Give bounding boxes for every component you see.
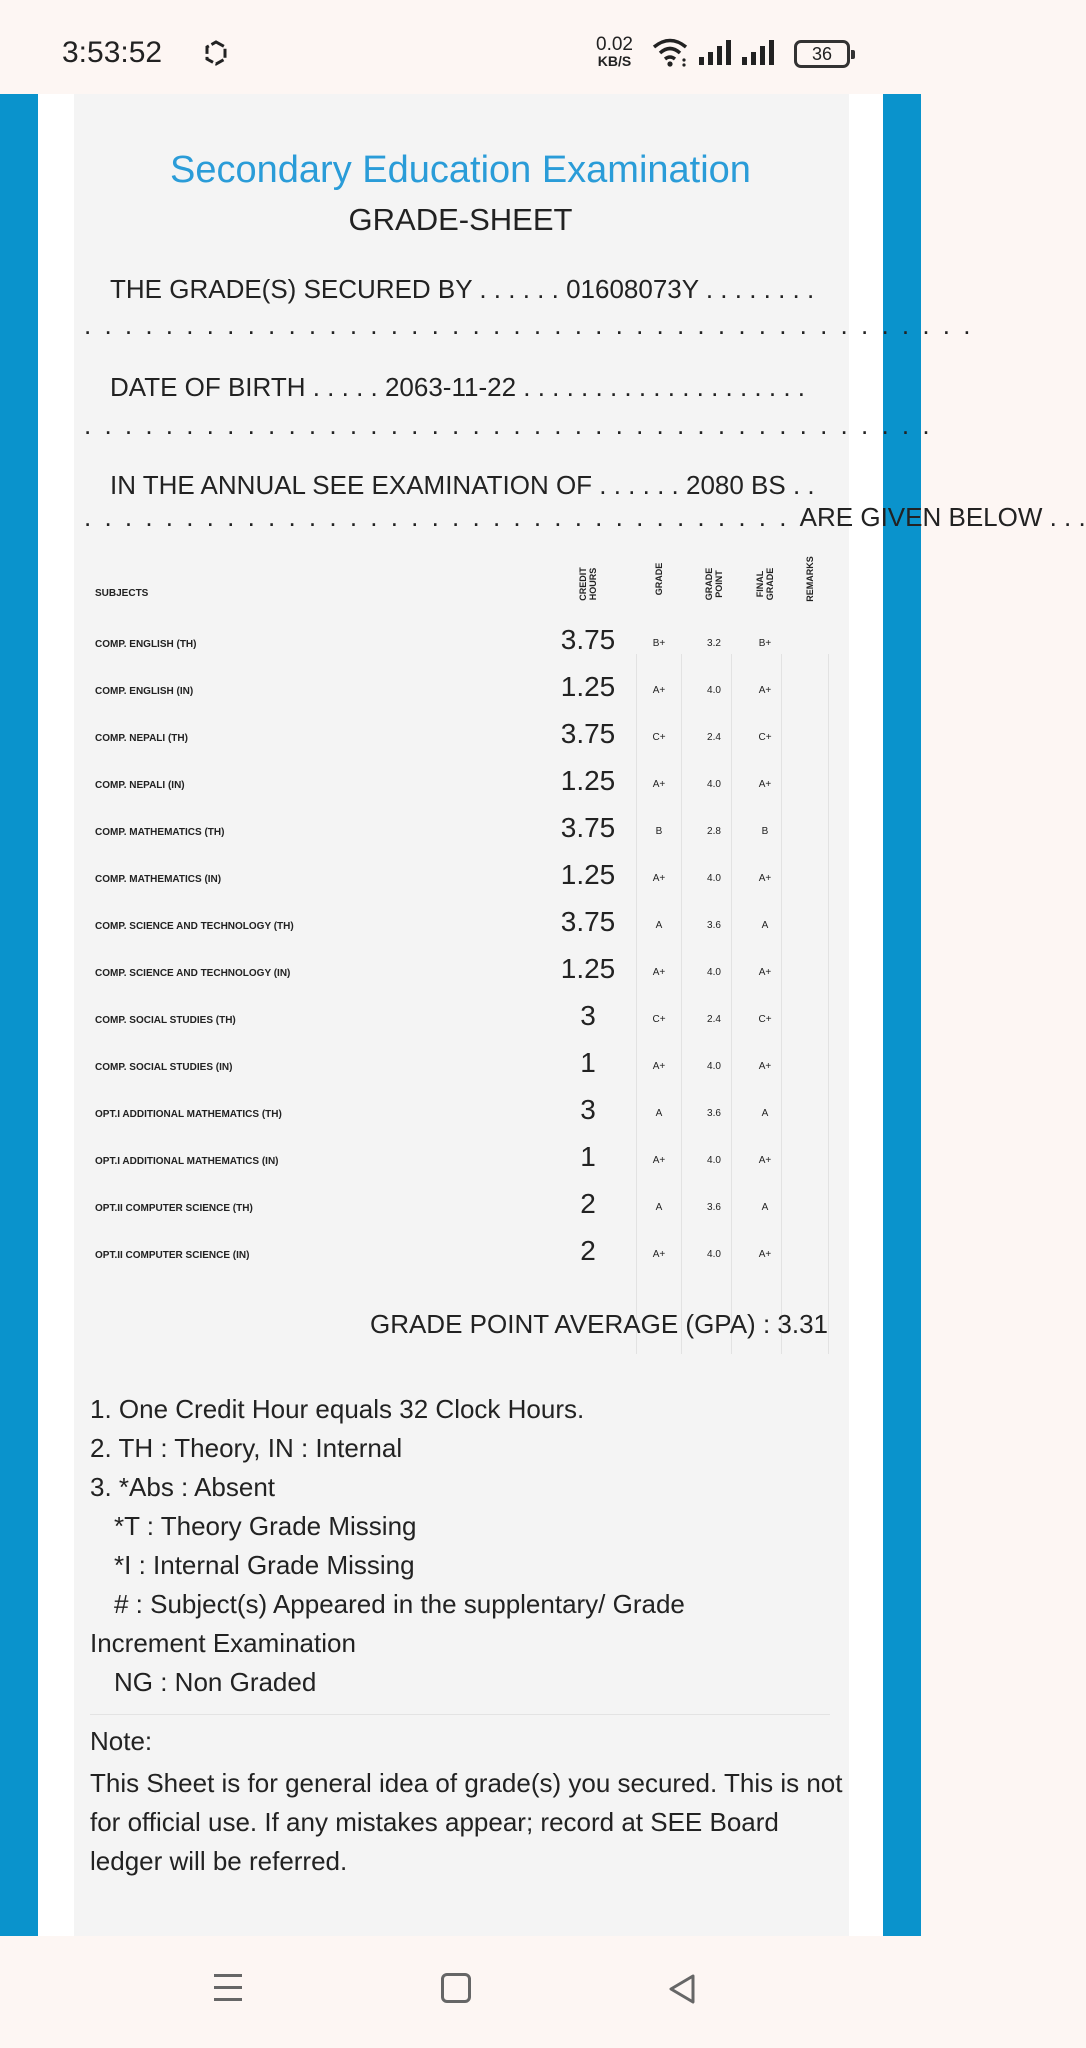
grade: B+ xyxy=(652,638,666,649)
grade: A+ xyxy=(652,685,666,696)
frame-right-bar xyxy=(883,94,921,1936)
subject-name: COMP. ENGLISH (IN) xyxy=(95,686,194,697)
credit-hours: 2 xyxy=(580,1188,596,1219)
table-row xyxy=(38,812,883,859)
dot-leader: . . . . . . . . xyxy=(698,274,815,304)
final-grade: C+ xyxy=(758,732,772,743)
subject-name: COMP. MATHEMATICS (TH) xyxy=(95,827,225,838)
table-row xyxy=(38,1047,883,1094)
clock: 3:53:52 xyxy=(62,36,163,69)
credit-hours: 2 xyxy=(580,1235,596,1266)
credit-hours: 3 xyxy=(580,1094,596,1125)
credit-hours: 3 xyxy=(580,1000,596,1031)
grade-point: 4.0 xyxy=(707,1155,721,1166)
dob-label: DATE OF BIRTH xyxy=(110,372,306,402)
table-row xyxy=(38,1235,883,1282)
signal-icon xyxy=(697,40,737,66)
gpa-summary: GRADE POINT AVERAGE (GPA) : 3.31 xyxy=(369,1309,828,1339)
header-remarks: REMARKS xyxy=(805,556,815,602)
grade-point: 3.6 xyxy=(707,1202,721,1213)
final-grade: A+ xyxy=(758,873,772,884)
legend-item: 1. One Credit Hour equals 32 Clock Hours. xyxy=(90,1394,585,1424)
credit-hours: 1 xyxy=(580,1047,596,1078)
credit-hours: 1.25 xyxy=(560,671,616,702)
final-grade: A xyxy=(761,1202,769,1213)
note-text: This Sheet is for general idea of grade(s) you secured. This is not for official use. If any mistakes appear; record at SEE Board ledger will be referred. xyxy=(90,1768,843,1876)
dot-leader: . . . . . . . . . . . . . . . . . . . . . . . . . . . . . . . . . . . . . . . . . . . . xyxy=(84,310,974,340)
legend-item: Increment Examination xyxy=(90,1628,356,1658)
grade: B xyxy=(655,826,663,837)
credit-hours: 3.75 xyxy=(560,812,616,843)
dot-leader: . . . . . . . . . . . . . . . . . . . . . . . . . . . . . . . . . . . xyxy=(84,502,800,532)
subject-name: COMP. SOCIAL STUDIES (IN) xyxy=(95,1062,233,1073)
credit-hours: 1.25 xyxy=(560,953,616,984)
legend-item: NG : Non Graded xyxy=(114,1667,317,1697)
table-row xyxy=(38,953,883,1000)
final-grade: A xyxy=(761,920,769,931)
grade-point: 3.2 xyxy=(707,638,721,649)
legend-item: # : Subject(s) Appeared in the supplentary/ Grade xyxy=(114,1589,685,1619)
table-row xyxy=(38,718,883,765)
table-row xyxy=(38,1094,883,1141)
note-title: Note: xyxy=(90,1726,153,1756)
dot-leader: . . xyxy=(785,470,815,500)
grade-point: 4.0 xyxy=(707,685,721,696)
subject-name: COMP. MATHEMATICS (IN) xyxy=(95,874,222,885)
date-of-birth: 2063-11-22 xyxy=(384,372,517,402)
header-subjects: SUBJECTS xyxy=(95,588,149,599)
battery-level: 36 xyxy=(811,44,833,64)
credit-hours: 3.75 xyxy=(560,718,616,749)
symbol-number: 01608073Y xyxy=(566,274,699,304)
grade: A xyxy=(655,920,663,931)
given-below: ARE GIVEN BELOW xyxy=(799,502,1043,532)
final-grade: A+ xyxy=(758,1249,772,1260)
grade-point: 2.8 xyxy=(707,826,721,837)
grade: A+ xyxy=(652,967,666,978)
exam-line xyxy=(110,470,815,501)
exam-year: 2080 BS xyxy=(685,470,786,500)
menu-icon[interactable] xyxy=(213,1970,243,2006)
grade: A+ xyxy=(652,873,666,884)
grade-point: 3.6 xyxy=(707,920,721,931)
subject-name: COMP. ENGLISH (TH) xyxy=(95,639,197,650)
table-row xyxy=(38,1141,883,1188)
grade-point: 2.4 xyxy=(707,732,721,743)
grade: A+ xyxy=(652,1249,666,1260)
grade: A+ xyxy=(652,1061,666,1072)
final-grade: A xyxy=(761,1108,769,1119)
subject-name: COMP. NEPALI (IN) xyxy=(95,780,185,791)
back-icon[interactable] xyxy=(665,1972,699,2006)
given-below-line xyxy=(84,502,1086,533)
legend-item: *I : Internal Grade Missing xyxy=(114,1550,415,1580)
subject-name: COMP. SCIENCE AND TECHNOLOGY (TH) xyxy=(95,921,294,932)
sync-icon xyxy=(200,37,232,69)
battery-icon xyxy=(794,40,850,68)
final-grade: B xyxy=(761,826,769,837)
final-grade: B+ xyxy=(758,638,772,649)
final-grade: C+ xyxy=(758,1014,772,1025)
navigation-bar xyxy=(0,1936,921,2048)
final-grade: A+ xyxy=(758,1061,772,1072)
credit-hours: 3.75 xyxy=(560,906,616,937)
dot-leader: . . . . . . xyxy=(472,274,567,304)
table-row xyxy=(38,1000,883,1047)
dob-line xyxy=(110,372,805,403)
final-grade: A+ xyxy=(758,967,772,978)
header-final-grade: FINAL GRADE xyxy=(755,567,775,601)
grade-point: 4.0 xyxy=(707,1061,721,1072)
credit-hours: 1.25 xyxy=(560,765,616,796)
table-row xyxy=(38,906,883,953)
table-row xyxy=(38,1188,883,1235)
grade-point: 3.6 xyxy=(707,1108,721,1119)
grade-sheet xyxy=(38,94,1086,1936)
grade-point: 4.0 xyxy=(707,873,721,884)
credit-hours: 1 xyxy=(580,1141,596,1172)
header-credit-hours: CREDIT HOURS xyxy=(578,567,598,601)
exam-title: Secondary Education Examination xyxy=(170,149,751,191)
legend-item: *T : Theory Grade Missing xyxy=(114,1511,417,1541)
subject-name: COMP. SCIENCE AND TECHNOLOGY (IN) xyxy=(95,968,291,979)
subject-name: OPT.II COMPUTER SCIENCE (IN) xyxy=(95,1250,250,1261)
signal-icon xyxy=(740,40,780,66)
legend-item: 2. TH : Theory, IN : Internal xyxy=(90,1433,403,1463)
exam-label: IN THE ANNUAL SEE EXAMINATION OF xyxy=(110,470,593,500)
dot-leader: . . . xyxy=(1042,502,1086,532)
grade: A xyxy=(655,1202,663,1213)
credit-hours: 3.75 xyxy=(560,624,616,655)
table-row xyxy=(38,859,883,906)
grade: A+ xyxy=(652,779,666,790)
secured-by-label: THE GRADE(S) SECURED BY xyxy=(110,274,473,304)
header-grade: GRADE xyxy=(654,562,664,596)
subject-name: OPT.I ADDITIONAL MATHEMATICS (TH) xyxy=(95,1109,282,1120)
subject-name: COMP. NEPALI (TH) xyxy=(95,733,188,744)
home-icon[interactable] xyxy=(441,1973,471,2003)
credit-hours: 1.25 xyxy=(560,859,616,890)
grade-point: 4.0 xyxy=(707,1249,721,1260)
frame-left-bar xyxy=(0,94,38,1936)
status-bar xyxy=(0,0,921,94)
subject-name: COMP. SOCIAL STUDIES (TH) xyxy=(95,1015,236,1026)
final-grade: A+ xyxy=(758,685,772,696)
table-row xyxy=(38,624,883,671)
grade-point: 4.0 xyxy=(707,779,721,790)
subject-name: OPT.II COMPUTER SCIENCE (TH) xyxy=(95,1203,253,1214)
network-speed: 0.02 KB/S xyxy=(596,34,633,69)
secured-by-line xyxy=(110,274,814,305)
wifi-icon xyxy=(650,36,690,68)
dot-leader: . . . . . . . . . . . . . . . . . . . . . . . . . . . . . . . . . . . . . . . . . . xyxy=(84,410,933,440)
sheet-title: GRADE-SHEET xyxy=(348,202,573,237)
grade-point: 2.4 xyxy=(707,1014,721,1025)
legend-item: 3. *Abs : Absent xyxy=(90,1472,276,1502)
grade: A xyxy=(655,1108,663,1119)
dot-leader: . . . . . . xyxy=(592,470,686,500)
header-grade-point: GRADE POINT xyxy=(704,567,724,601)
divider xyxy=(90,1714,830,1715)
final-grade: A+ xyxy=(758,779,772,790)
final-grade: A+ xyxy=(758,1155,772,1166)
grade: A+ xyxy=(652,1155,666,1166)
table-row xyxy=(38,765,883,812)
grade-point: 4.0 xyxy=(707,967,721,978)
dot-leader: . . . . . . . . . . . . . . . . . . . . xyxy=(516,372,805,402)
grade: C+ xyxy=(652,1014,666,1025)
grade: C+ xyxy=(652,732,666,743)
subject-name: OPT.I ADDITIONAL MATHEMATICS (IN) xyxy=(95,1156,279,1167)
dot-leader: . . . . . xyxy=(305,372,385,402)
table-row xyxy=(38,671,883,718)
